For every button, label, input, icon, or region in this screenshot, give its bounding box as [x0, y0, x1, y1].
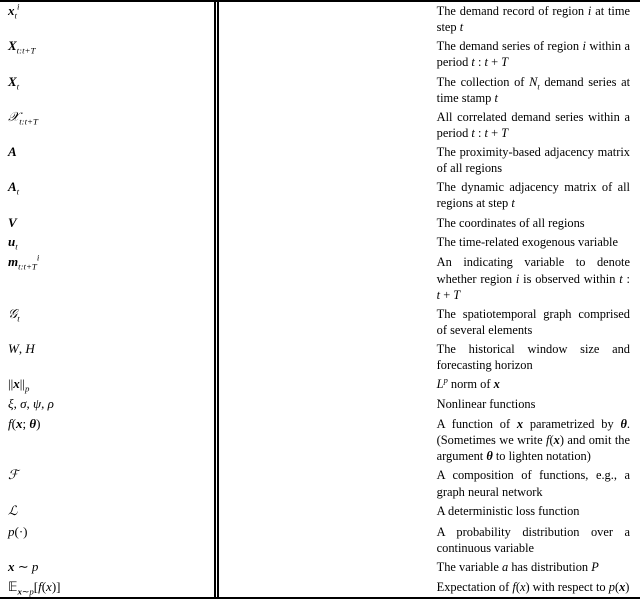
column-divider: [213, 522, 426, 557]
column-divider: [213, 375, 426, 395]
table-row: [0, 375, 640, 395]
column-divider: [213, 37, 426, 72]
table-row: [0, 557, 640, 577]
column-divider: [213, 557, 426, 577]
table-row: [0, 501, 640, 522]
symbol-cell: $X_{t:t+T}$: [8, 38, 36, 56]
symbol-cell: f(x; θ): [8, 416, 41, 432]
column-divider: [213, 415, 426, 466]
table-row: [0, 522, 640, 557]
symbol-cell: $X_t$: [8, 73, 20, 92]
description-cell: The time-related exogenous variable: [436, 235, 618, 250]
symbol-cell: x ∼ p: [8, 558, 39, 574]
column-divider: [213, 72, 426, 107]
column-divider: [213, 2, 426, 37]
description-cell: A deterministic loss function: [436, 503, 580, 518]
table-row: [0, 466, 640, 501]
description-cell: The collection of $N_t$ demand series at time stamp t: [436, 74, 631, 105]
column-divider: [213, 107, 426, 142]
symbol-cell: $m_{t:t+T}^i$: [8, 253, 40, 272]
horizontal-rule: [0, 597, 640, 599]
column-divider: [213, 501, 426, 522]
description-cell: The demand record of region i at time step t: [436, 4, 630, 35]
table-row: [0, 107, 640, 142]
description-cell: Nonlinear functions: [436, 397, 536, 412]
column-divider: [213, 304, 426, 339]
description-cell: A function of x parametrized by θ. (Sometimes we write f(x) and omit the argument θ to lighten notation): [436, 417, 630, 464]
symbol-cell: ξ, σ, ψ, ρ: [8, 396, 54, 412]
column-divider: [213, 466, 426, 501]
description-cell: The proximity-based adjacency matrix of all regions: [436, 145, 630, 176]
column-divider: [213, 395, 426, 415]
symbol-cell: W, H: [8, 341, 35, 356]
symbol-cell: p(·): [8, 523, 28, 539]
column-divider: [213, 143, 426, 178]
description-cell: All correlated demand series within a period t : t + T: [436, 109, 630, 140]
column-divider: [213, 213, 426, 233]
table-row: [0, 37, 640, 72]
table-row: [0, 2, 640, 37]
description-cell: An indicating variable to denote whether region i is observed within t : t + T: [436, 255, 630, 302]
table-row: [0, 72, 640, 107]
description-cell: The historical window size and forecasting horizon: [436, 342, 630, 373]
symbol-cell: ℱ: [8, 468, 19, 484]
table-row: [0, 304, 640, 339]
column-divider: [213, 178, 426, 213]
table-row: [0, 395, 640, 415]
table-row: [0, 415, 640, 466]
table-row: [0, 253, 640, 304]
description-cell: The variable a has distribution P: [436, 559, 599, 574]
table-bottom-rule: [0, 597, 640, 599]
description-cell: A probability distribution over a continuous variable: [436, 524, 630, 555]
symbol-cell: A: [8, 144, 17, 160]
column-divider: [213, 253, 426, 304]
table-row: [0, 143, 640, 178]
symbol-cell: V: [8, 214, 17, 230]
table-row: [0, 233, 640, 253]
description-cell: $L^p$ norm of x: [436, 375, 500, 392]
symbol-cell: $||x||_p$: [8, 376, 30, 394]
description-cell: Expectation of f(x) with respect to p(x): [436, 579, 630, 594]
table-row: [0, 577, 640, 597]
description-cell: The demand series of region i within a period t : t + T: [436, 39, 630, 70]
table-row: [0, 178, 640, 213]
symbol-cell: $x_t^i$: [8, 1, 20, 21]
column-divider: [213, 340, 426, 375]
description-cell: The coordinates of all regions: [436, 215, 585, 230]
symbol-cell: 𝒳$_{t:t+T}$: [8, 109, 38, 127]
symbol-cell: 𝒢$_t$: [8, 306, 20, 324]
symbol-cell: 𝔼$_{x\sim p}$[f(x)]: [8, 578, 61, 597]
symbol-cell: ℒ: [8, 503, 18, 519]
description-cell: The dynamic adjacency matrix of all regions at step t: [436, 180, 630, 211]
table-row: [0, 213, 640, 233]
description-cell: The spatiotemporal graph comprised of several elements: [436, 306, 630, 337]
symbol-cell: $A_t$: [8, 179, 20, 197]
column-divider: [213, 577, 426, 597]
column-divider: [213, 233, 426, 253]
description-cell: A composition of functions, e.g., a graph neural network: [436, 468, 630, 499]
symbol-cell: $u_t$: [8, 234, 18, 253]
table-row: [0, 340, 640, 375]
